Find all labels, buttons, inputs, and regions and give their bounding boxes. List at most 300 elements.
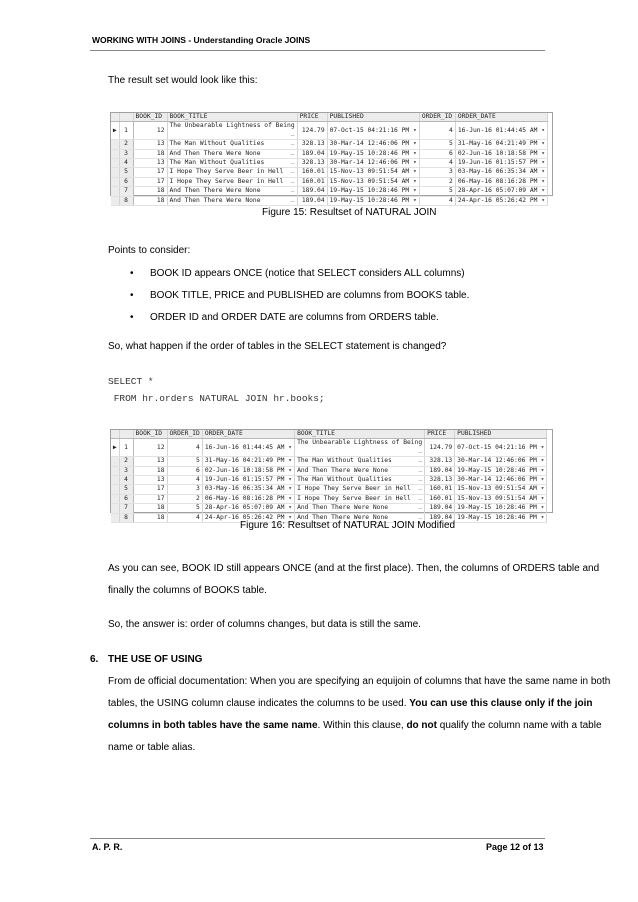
cell-book-title-value: And Then There Were None — [297, 504, 389, 512]
dropdown-icon[interactable]: ▾ — [409, 177, 417, 185]
dropdown-icon[interactable]: ▾ — [537, 126, 546, 134]
row-number-value: 2 — [124, 457, 128, 465]
cell-order-date[interactable] — [455, 140, 547, 149]
cell-book-title[interactable] — [295, 457, 425, 466]
dropdown-icon[interactable]: ▾ — [536, 494, 545, 502]
cell-book-title-value: And Then There Were None — [169, 196, 261, 204]
result-grid-2[interactable] — [110, 429, 553, 521]
cell-order-id-value: 4 — [449, 159, 453, 167]
cell-book-id-value: 13 — [156, 140, 165, 148]
cell-book-id-value: 12 — [156, 126, 165, 134]
row-number[interactable] — [119, 494, 133, 503]
cell-price-value: 328.13 — [301, 159, 325, 167]
cell-published[interactable] — [327, 122, 419, 140]
column-header[interactable]: PRICE — [297, 113, 327, 122]
row-number-value: 7 — [124, 504, 128, 512]
cell-price-value: 160.01 — [301, 177, 325, 185]
cell-book-title[interactable] — [167, 140, 297, 149]
cell-book-id-value: 12 — [156, 443, 165, 451]
ellipsis-icon[interactable]: … — [418, 494, 423, 502]
row-number-value: 5 — [124, 168, 128, 176]
column-header[interactable]: PUBLISHED — [327, 113, 419, 122]
cell-book-title[interactable] — [295, 504, 425, 513]
result-table-2 — [111, 430, 547, 523]
cell-order-date[interactable] — [202, 494, 294, 503]
cell-price-value: 124.79 — [301, 126, 325, 134]
cell-published-value: 30-Mar-14 12:46:06 PM — [457, 476, 537, 484]
row-number-value: 4 — [124, 159, 128, 167]
bullet-item: • BOOK TITLE, PRICE and PUBLISHED are columns from BOOKS table. — [130, 290, 470, 301]
cell-order-date[interactable] — [455, 159, 547, 168]
dropdown-icon[interactable]: ▾ — [536, 504, 545, 512]
points-title: Points to consider: — [108, 245, 191, 256]
cell-order-id[interactable] — [167, 485, 202, 494]
cell-price[interactable] — [297, 177, 327, 186]
table-row[interactable] — [111, 196, 548, 205]
row-number-value: 2 — [124, 140, 128, 148]
table-row[interactable] — [111, 485, 547, 494]
cell-published[interactable] — [327, 177, 419, 186]
table-row[interactable] — [111, 476, 547, 485]
cell-price[interactable] — [425, 466, 455, 475]
table-row[interactable] — [111, 457, 547, 466]
ellipsis-icon[interactable]: … — [418, 476, 423, 484]
table-row[interactable] — [111, 466, 547, 475]
figure-15-caption: Figure 15: Resultset of NATURAL JOIN — [262, 207, 437, 218]
table-row[interactable] — [111, 187, 548, 196]
dropdown-icon[interactable]: ▾ — [536, 513, 545, 521]
row-number[interactable] — [119, 439, 133, 457]
cell-order-date-value: 28-Apr-16 05:07:09 AM — [457, 187, 538, 195]
cell-price-value: 328.13 — [429, 476, 453, 484]
code-line-2: FROM hr.orders NATURAL JOIN hr.books; — [108, 393, 325, 404]
cell-order-id-value: 5 — [196, 504, 200, 512]
row-pointer-icon — [111, 457, 119, 466]
ellipsis-icon[interactable]: … — [290, 140, 295, 148]
cell-book-title[interactable] — [167, 159, 297, 168]
cell-price[interactable] — [425, 439, 455, 457]
cell-order-date-value: 06-May-16 08:16:28 PM — [457, 177, 538, 185]
cell-order-date[interactable] — [455, 187, 547, 196]
row-number[interactable] — [119, 485, 133, 494]
cell-published-value: 19-May-15 10:28:46 PM — [329, 196, 410, 204]
row-number-value: 1 — [124, 443, 128, 451]
dropdown-icon[interactable]: ▾ — [409, 168, 417, 176]
result-grid-1[interactable] — [110, 112, 553, 204]
cell-book-id-value: 18 — [156, 513, 165, 521]
cell-book-title[interactable] — [295, 466, 425, 475]
cell-book-title[interactable] — [167, 196, 297, 205]
dropdown-icon[interactable]: ▾ — [284, 443, 293, 451]
cell-order-id[interactable] — [419, 168, 455, 177]
cell-book-id[interactable] — [133, 196, 167, 205]
cell-book-id[interactable] — [133, 504, 167, 513]
cell-published-value: 19-May-15 10:28:46 PM — [457, 513, 537, 521]
cell-order-id[interactable] — [419, 177, 455, 186]
row-pointer-icon — [111, 187, 119, 196]
table-row[interactable] — [111, 439, 547, 457]
cell-order-id-value: 5 — [449, 140, 453, 148]
row-number-value: 5 — [124, 485, 128, 493]
dropdown-icon[interactable]: ▾ — [409, 149, 417, 157]
row-pointer-icon — [111, 140, 119, 149]
cell-price-value: 189.04 — [429, 513, 453, 521]
cell-order-id[interactable] — [167, 513, 202, 522]
cell-book-id[interactable] — [133, 466, 167, 475]
table-row[interactable] — [111, 122, 548, 140]
ellipsis-icon[interactable]: … — [418, 466, 423, 474]
row-number[interactable] — [119, 457, 133, 466]
cell-order-id-value: 3 — [196, 485, 200, 493]
cell-order-id-value: 2 — [449, 177, 453, 185]
cell-book-id-value: 17 — [156, 168, 165, 176]
table-row[interactable] — [111, 494, 547, 503]
cell-book-title[interactable] — [295, 485, 425, 494]
dropdown-icon[interactable]: ▾ — [284, 476, 293, 484]
bullet-icon: • — [130, 268, 134, 279]
column-header[interactable]: BOOK_ID — [133, 430, 167, 439]
table-header-row — [111, 113, 548, 122]
dropdown-icon[interactable]: ▾ — [537, 168, 546, 176]
cell-book-id[interactable] — [133, 187, 167, 196]
column-header[interactable]: ORDER_ID — [167, 430, 202, 439]
cell-book-title-value: I Hope They Serve Beer in Hell — [297, 494, 411, 502]
dropdown-icon[interactable]: ▾ — [537, 149, 546, 157]
cell-published[interactable] — [455, 476, 547, 485]
row-number[interactable] — [119, 140, 133, 149]
cell-book-id[interactable] — [133, 159, 167, 168]
cell-book-title[interactable] — [167, 149, 297, 158]
cell-book-title[interactable] — [295, 494, 425, 503]
cell-book-title-value: I Hope They Serve Beer in Hell — [297, 485, 411, 493]
cell-book-id-value: 18 — [156, 466, 165, 474]
row-pointer-icon — [111, 149, 119, 158]
dropdown-icon[interactable]: ▾ — [536, 466, 545, 474]
dropdown-icon[interactable]: ▾ — [284, 466, 293, 474]
cell-published-value: 30-Mar-14 12:46:06 PM — [329, 140, 410, 148]
bullet-icon: • — [130, 312, 134, 323]
ellipsis-icon[interactable]: … — [290, 196, 295, 204]
dropdown-icon[interactable]: ▾ — [409, 159, 417, 167]
cell-book-title-value: I Hope They Serve Beer in Hell — [169, 177, 284, 185]
cell-price-value: 189.04 — [429, 504, 453, 512]
cell-order-id[interactable] — [419, 140, 455, 149]
cell-price[interactable] — [425, 457, 455, 466]
cell-order-id-value: 6 — [196, 466, 200, 474]
cell-price-value: 160.01 — [429, 494, 453, 502]
cell-order-date[interactable] — [202, 457, 294, 466]
cell-book-id[interactable] — [133, 168, 167, 177]
table-row[interactable] — [111, 177, 548, 186]
column-header[interactable]: BOOK_TITLE — [295, 430, 425, 439]
row-pointer-icon — [111, 504, 119, 513]
cell-price[interactable] — [297, 159, 327, 168]
ellipsis-icon[interactable]: … — [290, 177, 295, 185]
row-pointer-icon: ▶ — [111, 122, 119, 140]
table-row[interactable] — [111, 504, 547, 513]
cell-order-date[interactable] — [455, 168, 547, 177]
cell-order-date-value: 03-May-16 06:35:34 AM — [457, 168, 538, 176]
cell-published-value: 19-May-15 10:28:46 PM — [457, 504, 537, 512]
ellipsis-icon[interactable]: … — [290, 168, 295, 176]
cell-order-id[interactable] — [167, 476, 202, 485]
cell-order-date[interactable] — [202, 439, 294, 457]
row-number[interactable] — [119, 504, 133, 513]
cell-published[interactable] — [327, 149, 419, 158]
cell-published-value: 30-Mar-14 12:46:06 PM — [457, 457, 537, 465]
cell-published-value: 15-Nov-13 09:51:54 AM — [457, 485, 537, 493]
dropdown-icon[interactable]: ▾ — [537, 159, 546, 167]
cell-price[interactable] — [297, 187, 327, 196]
cell-order-id[interactable] — [167, 494, 202, 503]
column-header[interactable]: ORDER_DATE — [455, 113, 547, 122]
ellipsis-icon[interactable]: … — [290, 159, 295, 167]
cell-price[interactable] — [425, 485, 455, 494]
row-number-value: 6 — [124, 494, 128, 502]
cell-book-id[interactable] — [133, 457, 167, 466]
cell-price[interactable] — [297, 168, 327, 177]
page-header: WORKING WITH JOINS - Understanding Oracle JOINS — [92, 35, 311, 45]
cell-book-title[interactable] — [295, 439, 425, 457]
cell-published-value: 15-Nov-13 09:51:54 AM — [329, 177, 410, 185]
dropdown-icon[interactable]: ▾ — [409, 140, 417, 148]
row-number[interactable] — [119, 168, 133, 177]
cell-order-id[interactable] — [419, 122, 455, 140]
dropdown-icon[interactable]: ▾ — [284, 494, 293, 502]
ellipsis-icon[interactable]: … — [290, 187, 295, 195]
table-row[interactable] — [111, 168, 548, 177]
cell-price[interactable] — [425, 504, 455, 513]
intro-text: The result set would look like this: — [108, 75, 258, 86]
row-number[interactable] — [119, 476, 133, 485]
cell-price[interactable] — [297, 196, 327, 205]
cell-order-date[interactable] — [202, 476, 294, 485]
ellipsis-icon[interactable]: … — [290, 149, 295, 157]
row-number-value: 6 — [124, 177, 128, 185]
section-title: THE USE OF USING — [108, 654, 203, 665]
dropdown-icon[interactable]: ▾ — [284, 513, 293, 521]
cell-book-title-value: The Unbearable Lightness of Being — [169, 122, 295, 130]
dropdown-icon[interactable]: ▾ — [284, 485, 293, 493]
cell-book-id[interactable] — [133, 149, 167, 158]
row-pointer-icon — [111, 196, 119, 205]
cell-price[interactable] — [425, 494, 455, 503]
dropdown-icon[interactable]: ▾ — [409, 196, 417, 204]
cell-book-id-value: 17 — [156, 494, 165, 502]
cell-price[interactable] — [297, 122, 327, 140]
cell-published-value: 07-Oct-15 04:21:16 PM — [457, 443, 537, 451]
cell-price[interactable] — [425, 476, 455, 485]
dropdown-icon[interactable]: ▾ — [409, 187, 417, 195]
cell-book-id-value: 13 — [156, 159, 165, 167]
bullet-item: • BOOK ID appears ONCE (notice that SELECT considers ALL columns) — [130, 268, 465, 279]
cell-book-id[interactable] — [133, 494, 167, 503]
column-header[interactable]: ORDER_DATE — [202, 430, 294, 439]
cell-book-id[interactable] — [133, 476, 167, 485]
cell-published[interactable] — [455, 466, 547, 475]
cell-published[interactable] — [455, 513, 547, 522]
dropdown-icon[interactable]: ▾ — [537, 187, 546, 195]
cell-order-date[interactable] — [202, 466, 294, 475]
cell-order-id[interactable] — [167, 439, 202, 457]
cell-book-id[interactable] — [133, 513, 167, 522]
cell-book-title[interactable] — [167, 122, 297, 140]
row-number[interactable] — [119, 122, 133, 140]
paragraph-3-line-3: columns in both tables have the same name. Within this clause, do not qualify the column name with a table — [108, 720, 602, 731]
row-pointer-icon — [111, 513, 119, 522]
cell-order-date-value: 24-Apr-16 05:26:42 PM — [457, 196, 538, 204]
cell-book-title-value: I Hope They Serve Beer in Hell — [169, 168, 284, 176]
cell-order-date-value: 19-Jun-16 01:15:57 PM — [457, 159, 538, 167]
column-header[interactable]: ORDER_ID — [419, 113, 455, 122]
row-number[interactable] — [119, 149, 133, 158]
cell-book-id-value: 18 — [156, 149, 165, 157]
dropdown-icon[interactable]: ▾ — [536, 485, 545, 493]
question-text: So, what happen if the order of tables in the SELECT statement is changed? — [108, 341, 447, 352]
row-number[interactable] — [119, 466, 133, 475]
ellipsis-icon[interactable]: … — [290, 130, 295, 138]
column-header[interactable]: BOOK_ID — [133, 113, 167, 122]
row-pointer-icon — [111, 159, 119, 168]
dropdown-icon[interactable]: ▾ — [284, 504, 293, 512]
row-number[interactable] — [119, 177, 133, 186]
cell-order-date[interactable] — [455, 122, 547, 140]
ellipsis-icon[interactable]: … — [418, 457, 423, 465]
footer-page-number: Page 12 of 13 — [486, 842, 544, 852]
dropdown-icon[interactable]: ▾ — [536, 443, 545, 451]
cell-order-id[interactable] — [419, 196, 455, 205]
row-number[interactable] — [119, 187, 133, 196]
cell-price-value: 160.01 — [429, 485, 453, 493]
cell-published-value: 19-May-15 10:28:46 PM — [329, 149, 410, 157]
cell-order-date-value: 06-May-16 08:16:28 PM — [204, 494, 285, 502]
row-number-value: 3 — [124, 149, 128, 157]
section-number: 6. — [90, 654, 99, 665]
row-pointer-icon: ▶ — [111, 439, 119, 457]
cell-published[interactable] — [327, 168, 419, 177]
cell-price-value: 328.13 — [301, 140, 325, 148]
row-number-value: 8 — [124, 196, 128, 204]
cell-order-id-value: 5 — [196, 457, 200, 465]
cell-price[interactable] — [297, 149, 327, 158]
cell-published[interactable] — [455, 439, 547, 457]
row-pointer-icon — [111, 494, 119, 503]
cell-published[interactable] — [455, 457, 547, 466]
cell-order-id[interactable] — [167, 504, 202, 513]
row-number-value: 4 — [124, 476, 128, 484]
cell-book-title[interactable] — [295, 476, 425, 485]
column-header[interactable]: PUBLISHED — [455, 430, 547, 439]
cell-book-title[interactable] — [167, 177, 297, 186]
column-header[interactable]: BOOK_TITLE — [167, 113, 297, 122]
cell-book-title-value: And Then There Were None — [169, 187, 261, 195]
table-row[interactable] — [111, 140, 548, 149]
table-row[interactable] — [111, 159, 548, 168]
footer-divider — [90, 838, 545, 839]
cell-book-id[interactable] — [133, 177, 167, 186]
cell-order-id-value: 4 — [196, 513, 200, 521]
cell-order-id-value: 3 — [449, 168, 453, 176]
row-number-value: 7 — [124, 187, 128, 195]
dropdown-icon[interactable]: ▾ — [537, 196, 546, 204]
dropdown-icon[interactable]: ▾ — [536, 476, 545, 484]
cell-book-id[interactable] — [133, 485, 167, 494]
table-row[interactable] — [111, 149, 548, 158]
cell-book-title-value: The Unbearable Lightness of Being — [297, 439, 423, 447]
cell-book-id[interactable] — [133, 122, 167, 140]
cell-published-value: 19-May-15 10:28:46 PM — [457, 466, 537, 474]
cell-order-date[interactable] — [202, 504, 294, 513]
cell-book-id[interactable] — [133, 140, 167, 149]
ellipsis-icon[interactable]: … — [418, 513, 423, 521]
row-number[interactable] — [119, 196, 133, 205]
cell-book-title-value: The Man Without Qualities — [297, 476, 392, 484]
code-line-1: SELECT * — [108, 376, 154, 387]
cell-order-date-value: 03-May-16 06:35:34 AM — [204, 485, 285, 493]
cell-order-id-value: 6 — [449, 149, 453, 157]
paragraph-2: So, the answer is: order of columns changes, but data is still the same. — [108, 619, 421, 630]
footer-author: A. P. R. — [92, 842, 123, 852]
cell-order-date-value: 02-Jun-16 10:18:58 PM — [457, 149, 538, 157]
cell-order-id[interactable] — [419, 187, 455, 196]
cell-published-value: 15-Nov-13 09:51:54 AM — [457, 494, 537, 502]
paragraph-3-line-2: tables, the USING column clause indicates the columns to be used. You can use this clause only if the join — [108, 698, 593, 709]
cell-order-date-value: 24-Apr-16 05:26:42 PM — [204, 513, 285, 521]
cell-book-title[interactable] — [167, 187, 297, 196]
row-number[interactable] — [119, 159, 133, 168]
row-number-value: 1 — [124, 126, 128, 134]
cell-published[interactable] — [327, 187, 419, 196]
dropdown-icon[interactable]: ▾ — [284, 457, 293, 465]
cell-book-title[interactable] — [167, 168, 297, 177]
cell-order-id[interactable] — [419, 159, 455, 168]
cell-published[interactable] — [455, 485, 547, 494]
cell-order-id[interactable] — [167, 457, 202, 466]
cell-published[interactable] — [327, 159, 419, 168]
cell-order-id-value: 4 — [449, 196, 453, 204]
ellipsis-icon[interactable]: … — [418, 485, 423, 493]
cell-order-date[interactable] — [455, 149, 547, 158]
cell-order-id[interactable] — [167, 466, 202, 475]
cell-published[interactable] — [327, 140, 419, 149]
cell-order-date[interactable] — [455, 196, 547, 205]
cell-order-id[interactable] — [419, 149, 455, 158]
cell-book-id[interactable] — [133, 439, 167, 457]
cell-book-title-value: And Then There Were None — [169, 149, 261, 157]
ellipsis-icon[interactable]: … — [418, 504, 423, 512]
ellipsis-icon[interactable]: … — [418, 447, 423, 455]
cell-published[interactable] — [327, 196, 419, 205]
dropdown-icon[interactable]: ▾ — [537, 177, 546, 185]
figure-16-caption: Figure 16: Resultset of NATURAL JOIN Modified — [240, 520, 456, 531]
cell-order-date-value: 28-Apr-16 05:07:09 AM — [204, 504, 285, 512]
cell-order-date-value: 31-May-16 04:21:49 PM — [204, 457, 285, 465]
row-pointer-icon — [111, 177, 119, 186]
dropdown-icon[interactable]: ▾ — [537, 140, 546, 148]
cell-book-id-value: 18 — [156, 504, 165, 512]
cell-published[interactable] — [455, 504, 547, 513]
dropdown-icon[interactable]: ▾ — [409, 126, 417, 134]
column-header[interactable]: PRICE — [425, 430, 455, 439]
dropdown-icon[interactable]: ▾ — [536, 457, 545, 465]
row-number[interactable] — [119, 513, 133, 522]
cell-order-date[interactable] — [202, 485, 294, 494]
cell-published[interactable] — [455, 494, 547, 503]
cell-order-date[interactable] — [455, 177, 547, 186]
cell-price[interactable] — [297, 140, 327, 149]
cell-order-date-value: 19-Jun-16 01:15:57 PM — [204, 476, 285, 484]
cell-book-id-value: 13 — [156, 457, 165, 465]
